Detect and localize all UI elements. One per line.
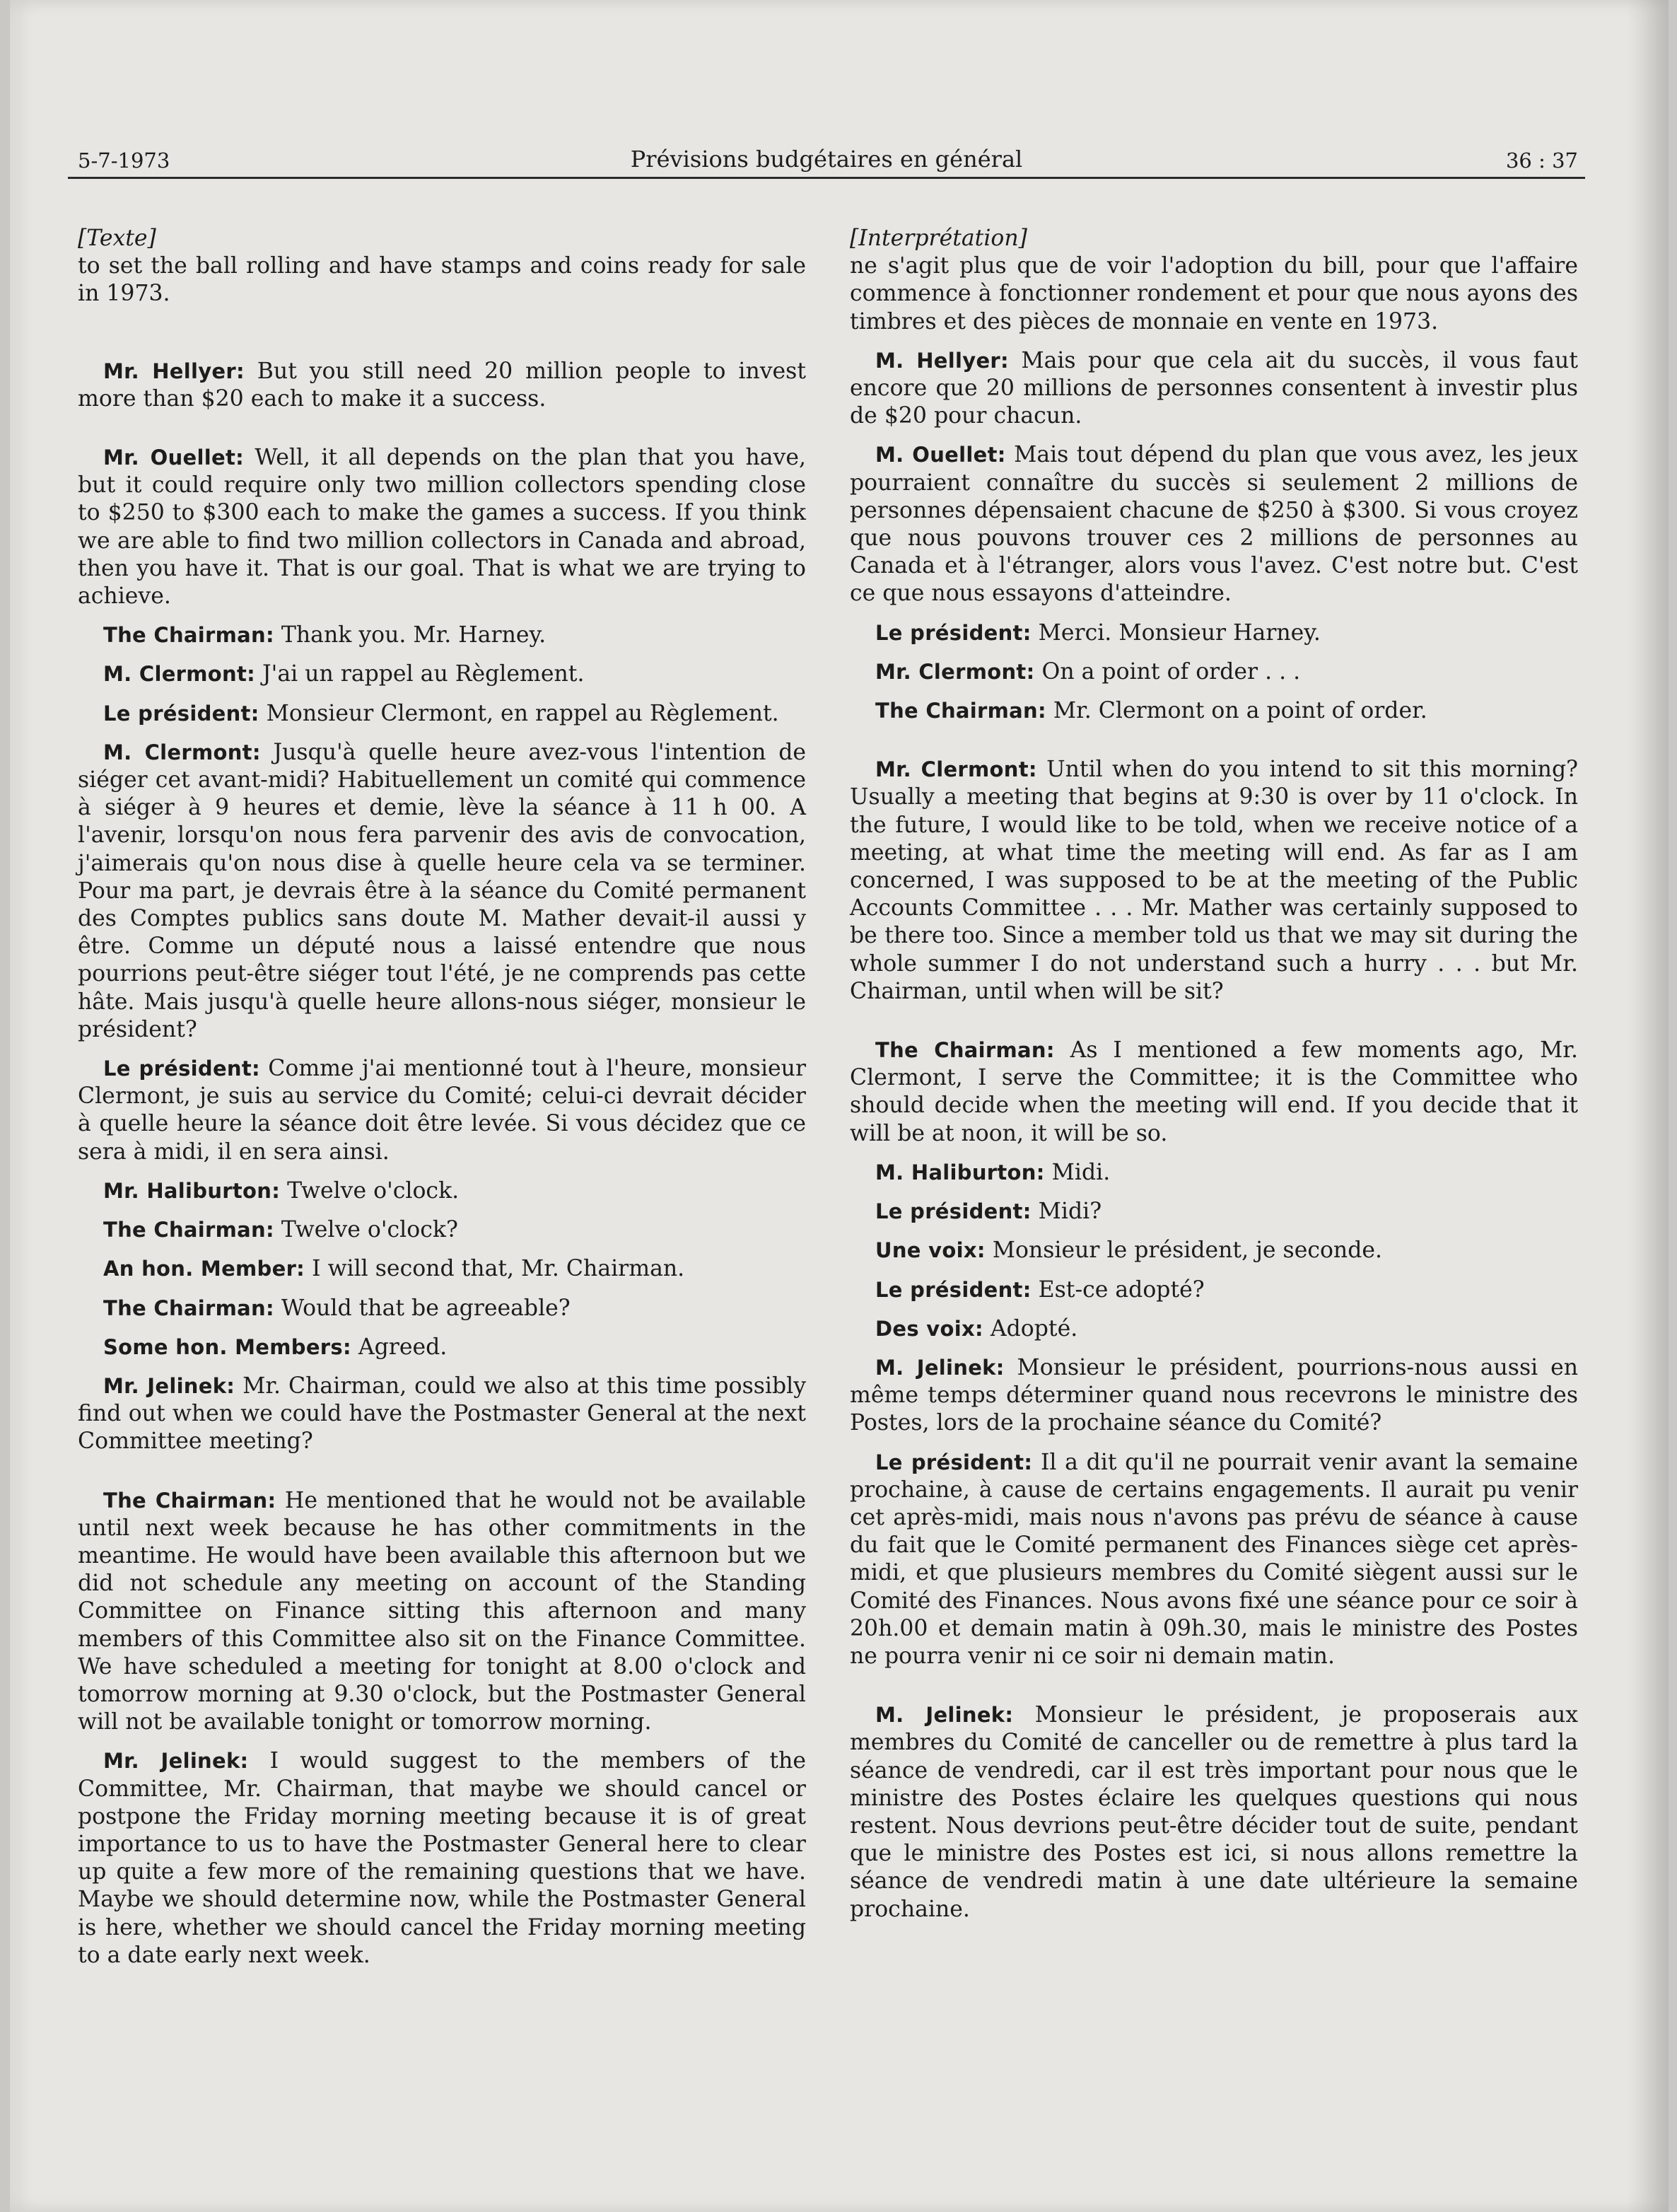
speech-text: Would that be agreeable? [274, 1295, 571, 1321]
speech-paragraph [850, 347, 1578, 431]
speech-paragraph [850, 619, 1578, 647]
speech-paragraph [78, 1373, 806, 1456]
speech-paragraph [850, 1315, 1578, 1343]
speaker-name: Le président: [875, 620, 1032, 645]
right-column [850, 225, 1578, 2092]
speech-paragraph [78, 1295, 806, 1322]
column-label: [Interprétation] [850, 226, 1027, 251]
speech-text: Until when do you intend to sit this morning? Usually a meeting that begins at 9:30 is over by 11 o'clock. In the future, I would like to be told, when we receive notice of a meeting, at what time the meeting will end. As far as I am concerned, I was supposed to be at the meeting of the Public Accounts Committee . . . Mr. Mather was certainly supposed to be there too. Since a member told us that we may sit during the whole summer I do not understand such a hurry . . . but Mr. Chairman, until when will be sit? [850, 757, 1578, 1004]
continuation-paragraph: to set the ball rolling and have stamps and coins ready for sale in 1973. [78, 253, 806, 307]
speech-text: He mentioned that he would not be available until next week because he has other commitments in the meantime. He would have been available this afternoon but we did not schedule any meeting on account of the Standing Committee on Finance sitting this afternoon and many members of this Committee also sit on the Finance Committee. We have scheduled a meeting for tonight at 8.00 o'clock and tomorrow morning at 9.30 o'clock, but the Postmaster General will not be available tonight or tomorrow morning. [78, 1487, 806, 1735]
speech-paragraph [850, 1037, 1578, 1148]
speech-text: I would suggest to the members of the Committee, Mr. Chairman, that maybe we should cancel or postpone the Friday morning meeting because it is of great importance to us to have the Postmaster General here to clear up quite a few more of the remaining questions that we have. Maybe we should determine now, while the Postmaster General is here, whether we should cancel the Friday morning meeting to a date early next week. [78, 1748, 807, 1968]
speech-paragraph [850, 441, 1578, 607]
speaker-name: The Chairman: [103, 1488, 276, 1513]
speaker-name: Mr. Jelinek: [103, 1749, 249, 1774]
speaker-name: An hon. Member: [103, 1257, 305, 1281]
speech-paragraph [78, 358, 806, 413]
speaker-name: M. Ouellet: [875, 443, 1006, 467]
speech-paragraph [850, 1449, 1578, 1671]
speaker-name: M. Clermont: [103, 740, 261, 764]
speech-paragraph [78, 622, 806, 649]
speaker-name: M. Haliburton: [875, 1160, 1045, 1184]
speech-text: On a point of order . . . [1034, 658, 1301, 685]
speech-paragraph [78, 1334, 806, 1361]
speech-paragraph [78, 1055, 806, 1166]
speech-text: Adopté. [983, 1315, 1078, 1341]
speaker-name: Des voix: [875, 1316, 983, 1341]
speech-text: As I mentioned a few moments ago, Mr. Clermont, I serve the Committee; it is the Committee who should decide when the meeting will end. If you decide that it will be at noon, it will be so. [850, 1037, 1578, 1146]
speech-text: Mr. Clermont on a point of order. [1046, 698, 1427, 724]
speech-text: Well, it all depends on the plan that you have, but it could require only two million collectors spending close to $250 to $300 each to make the games a success. If you think we are able to find two million collectors in Canada and abroad, then you have it. That is our goal. That is what we are trying to achieve. [78, 445, 806, 610]
speech-text: Monsieur le président, pourrions-nous aussi en même temps déterminer quand nous recevrons le ministre des Postes, lors de la prochaine séance du Comité? [850, 1354, 1578, 1436]
speaker-name: Le président: [875, 1277, 1032, 1302]
speech-text: Comme j'ai mentionné tout à l'heure, monsieur Clermont, je suis au service du Comité; celui-ci devrait décider à quelle heure la séance doit être levée. Si vous décidez que ce sera à midi, il en sera ainsi. [78, 1056, 806, 1165]
speaker-name: The Chairman: [103, 1218, 274, 1242]
speaker-name: Mr. Jelinek: [103, 1373, 235, 1398]
speech-paragraph [850, 756, 1578, 1006]
speech-text: Monsieur le président, je seconde. [985, 1238, 1383, 1264]
speech-paragraph [78, 1177, 806, 1205]
speaker-name: Mr. Hellyer: [103, 359, 245, 383]
speech-text: Midi? [1031, 1199, 1102, 1225]
page-edge-shadow [1626, 0, 1669, 2212]
speech-paragraph [78, 660, 806, 688]
speech-paragraph [850, 658, 1578, 686]
speech-paragraph [850, 1198, 1578, 1226]
speaker-name: Mr. Ouellet: [103, 446, 245, 470]
header-title: Prévisions budgétaires en général [630, 146, 1023, 173]
speaker-name: The Chairman: [103, 1296, 274, 1320]
speech-paragraph [850, 1701, 1578, 1923]
speech-text: Mr. Chairman, could we also at this time possibly find out when we could have the Postmaster General at the next Committee meeting? [78, 1373, 807, 1455]
speech-text: Mais tout dépend du plan que vous avez, les jeux pourraient connaître du succès si seulement 2 millions de personnes dépensaient chacune de $250 à $300. Si vous croyez que nous pouvons trouver ces 2 millions de personnes au Canada et à l'étranger, alors vous l'avez. C'est notre but. C'est ce que nous essayons d'atteindre. [850, 442, 1578, 607]
speech-paragraph [850, 1354, 1578, 1438]
speech-text: Twelve o'clock? [274, 1217, 458, 1243]
speech-paragraph [78, 739, 806, 1044]
speech-text: Twelve o'clock. [280, 1177, 460, 1204]
speech-paragraph [78, 1487, 806, 1737]
speech-text: J'ai un rappel au Règlement. [255, 661, 585, 687]
speech-paragraph [78, 700, 806, 728]
running-header [68, 139, 1585, 179]
speech-text: Agreed. [351, 1334, 448, 1360]
speech-text: But you still need 20 million people to invest more than $20 each to make it a success. [78, 358, 806, 412]
speech-paragraph [850, 1237, 1578, 1264]
speaker-name: M. Hellyer: [875, 348, 1009, 373]
speech-text: Thank you. Mr. Harney. [274, 622, 547, 648]
continuation-paragraph: ne s'agit plus que de voir l'adoption du bill, pour que l'affaire commence à fonctionner rondement et pour que nous ayons des timbres et des pièces de monnaie en vente en 1973. [850, 253, 1578, 334]
document-page [10, 0, 1669, 2212]
speech-paragraph [78, 1216, 806, 1244]
speech-paragraph [850, 1159, 1578, 1187]
speaker-name: Le président: [103, 1056, 260, 1081]
header-page-number: 36 : 37 [1505, 149, 1578, 173]
speech-text: I will second that, Mr. Chairman. [305, 1256, 685, 1282]
speech-text: Est-ce adopté? [1031, 1276, 1205, 1303]
speaker-name: M. Clermont: [103, 662, 256, 687]
speech-paragraph [850, 697, 1578, 725]
speech-paragraph [78, 444, 806, 610]
speech-text: Midi. [1044, 1159, 1111, 1185]
speech-text: Monsieur Clermont, en rappel au Règlement. [259, 700, 779, 726]
header-date: 5-7-1973 [78, 149, 170, 173]
speaker-name: Le président: [875, 1199, 1032, 1224]
speaker-name: Le président: [875, 1450, 1033, 1474]
speaker-name: The Chairman: [875, 699, 1046, 723]
speaker-name: M. Jelinek: [875, 1355, 1005, 1380]
speaker-name: Mr. Haliburton: [103, 1178, 281, 1203]
speaker-name: Some hon. Members: [103, 1334, 351, 1359]
speaker-name: Une voix: [875, 1238, 986, 1263]
speech-text: Jusqu'à quelle heure avez-vous l'intention de siéger cet avant-midi? Habituellement un comité qui commence à siéger à 9 heures et demie, lève la séance à 11 h 00. A l'avenir, lorsqu'on nous fera parvenir des avis de convocation, j'aimerais qu'on nous dise à quelle heure cela va se terminer. Pour ma part, je devrais être à la séance du Comité permanent des Comptes publics sans doute M. Mather devait-il aussi y être. Comme un député nous a laissé entendre que nous pourrions peut-être siéger tout l'été, je ne comprends pas cette hâte. Mais jusqu'à quelle heure allons-nous siéger, monsieur le président? [78, 739, 806, 1042]
speech-paragraph [78, 1747, 806, 1969]
speaker-name: M. Jelinek: [875, 1703, 1014, 1728]
left-column [78, 225, 806, 2092]
speech-text: Il a dit qu'il ne pourrait venir avant la semaine prochaine, à cause de certains engagements. Il aurait pu venir cet après-midi, mais nous n'avons pas prévu de séance à cause du fait que le Comité permanent des Finances siège cet après-midi, et que plusieurs membres du Comité siègent aussi sur le Comité des Finances. Nous avons fixé une séance pour ce soir à 20h.00 et demain matin à 09h.30, mais le ministre des Postes ne pourra venir ni ce soir ni demain matin. [850, 1449, 1579, 1669]
column-label: [Texte] [78, 226, 156, 251]
speech-text: Monsieur le président, je proposerais aux membres du Comité de canceller ou de remettre à plus tard la séance de vendredi, car il est très important pour nous que le ministre des Postes éclaire les quelques questions qui nous restent. Nous devrions peut-être décider tout de suite, pendant que le ministre des Postes est ici, si nous allons remettre la séance de vendredi matin à une date ultérieure la semaine prochaine. [850, 1702, 1578, 1922]
speaker-name: Mr. Clermont: [875, 757, 1037, 782]
speech-paragraph [850, 1276, 1578, 1304]
speech-text: Merci. Monsieur Harney. [1031, 619, 1321, 646]
speech-paragraph [78, 1255, 806, 1283]
speaker-name: Mr. Clermont: [875, 659, 1035, 684]
speaker-name: The Chairman: [875, 1038, 1055, 1063]
speaker-name: The Chairman: [103, 623, 274, 648]
speaker-name: Le président: [103, 701, 259, 726]
speech-text: Mais pour que cela ait du succès, il vous faut encore que 20 millions de personnes consentent à investir plus de $20 pour chacun. [850, 347, 1578, 429]
